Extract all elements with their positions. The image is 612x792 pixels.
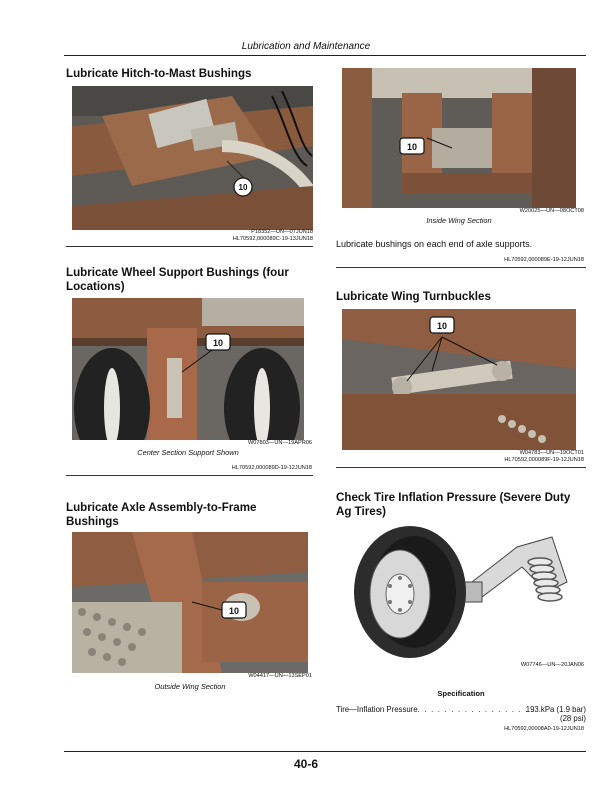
lube-badge-label: 10: [406, 142, 418, 152]
spec-label: Tire—Inflation Pressure: [336, 705, 418, 714]
section-title-hitch-mast: Lubricate Hitch-to-Mast Bushings: [66, 67, 252, 80]
reference-code: HL70592,00008A0-19-12JUN18: [504, 726, 584, 732]
page-number: 40-6: [293, 757, 319, 771]
section-title-tire-pressure: [336, 491, 586, 519]
section-rule: [66, 475, 313, 476]
lube-badge-label: 10: [212, 338, 224, 348]
section-title-axle-frame: [66, 501, 316, 529]
photo-wing-turnbuckles: [342, 309, 576, 450]
spec-row: [336, 705, 586, 714]
title-line: Ag Tires): [336, 505, 387, 518]
figure-caption: Inside Wing Section: [426, 216, 492, 225]
spec-value: 193 kPa (1.9 bar): [525, 705, 586, 714]
instruction-text: Lubricate bushings on each end of axle supports.: [336, 239, 533, 249]
figure-code: P18352—UN—07JUN18: [251, 229, 313, 235]
section-rule: [336, 467, 586, 468]
section-title-wing-turnbuckles: Lubricate Wing Turnbuckles: [336, 290, 491, 303]
photo-wheel-support: [72, 298, 304, 440]
figure-code: W04417—UN—13SEP01: [248, 673, 312, 679]
figure-code: W07746—UN—20JAN06: [520, 662, 584, 668]
running-header: Lubrication and Maintenance: [241, 41, 371, 52]
reference-code: HL70592,000089D-19-12JUN18: [231, 465, 312, 471]
lube-badge-label: 10: [436, 321, 448, 331]
figure-caption: Center Section Support Shown: [137, 448, 239, 457]
lube-badge-label: 10: [228, 606, 240, 616]
section-rule: [66, 246, 313, 247]
photo-inside-wing: [342, 68, 576, 208]
footer-rule: [64, 751, 586, 752]
reference-code: HL70592,000089F-19-12JUN18: [504, 457, 584, 463]
figure-code: W20025—UN—08OCT08: [519, 208, 584, 214]
section-rule: [336, 267, 586, 268]
title-line: Check Tire Inflation Pressure (Severe Duty: [336, 491, 571, 504]
spec-leader: . . . . . . . . . . . . . . . . . . .: [417, 705, 543, 714]
lube-badge-label: 10: [238, 183, 248, 192]
figure-code: W07803—UN—19APR06: [247, 440, 312, 446]
title-line: Locations): [66, 280, 125, 293]
photo-hitch-mast: [72, 86, 313, 230]
spec-value-alt: (28 psi): [560, 714, 586, 723]
figure-caption: Outside Wing Section: [154, 682, 226, 691]
header-rule: [64, 55, 586, 56]
spec-heading: Specification: [437, 689, 485, 698]
reference-code: HL70592,000089E-19-12JUN18: [504, 257, 584, 263]
title-line: Bushings: [66, 515, 119, 528]
photo-axle-frame: [72, 532, 308, 673]
illustration-tire: [352, 522, 574, 658]
figure-code: W04783—UN—19OCT01: [519, 450, 584, 456]
title-line: Lubricate Axle Assembly-to-Frame: [66, 501, 257, 514]
reference-code: HL70592,000089C-19-13JUN18: [232, 236, 313, 242]
section-title-wheel-support: [66, 266, 316, 294]
title-line: Lubricate Wheel Support Bushings (four: [66, 266, 289, 279]
